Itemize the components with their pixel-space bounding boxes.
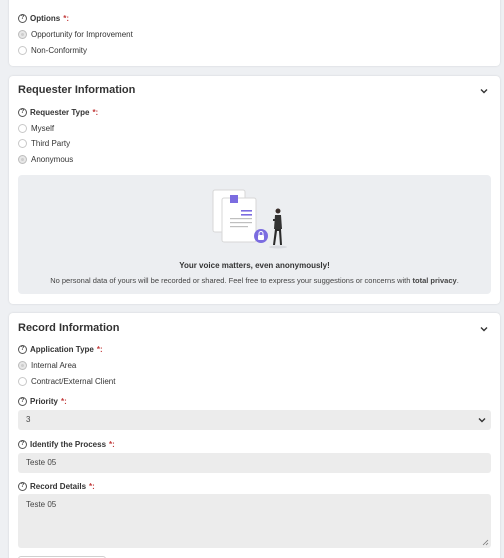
card-title-requester: Requester Information bbox=[18, 84, 136, 96]
privacy-body bbox=[18, 276, 491, 285]
required-mark: *: bbox=[63, 14, 69, 23]
privacy-headline: Your voice matters, even anonymously! bbox=[179, 261, 330, 270]
process-label bbox=[18, 440, 115, 449]
required-mark: *: bbox=[109, 440, 115, 449]
radio-label: Myself bbox=[31, 124, 55, 133]
required-mark: *: bbox=[89, 482, 95, 491]
details-textarea[interactable] bbox=[18, 494, 491, 548]
radio-label: Anonymous bbox=[31, 155, 74, 164]
radio-label: Third Party bbox=[31, 139, 71, 148]
radio-circle[interactable] bbox=[18, 139, 27, 148]
chevron-down-icon bbox=[478, 416, 486, 424]
required-mark: *: bbox=[96, 345, 103, 354]
priority-text: Priority bbox=[30, 397, 59, 406]
chevron-down-icon[interactable] bbox=[480, 325, 488, 333]
help-icon[interactable]: ? bbox=[18, 440, 27, 449]
requester-type-label bbox=[18, 108, 98, 117]
radio-label: Opportunity for Improvement bbox=[31, 30, 133, 39]
record-type-card bbox=[9, 0, 500, 66]
requester-card bbox=[9, 76, 500, 304]
radio-internal-area[interactable] bbox=[18, 361, 76, 370]
options-label-text: Options bbox=[30, 14, 61, 23]
card-title-record-info: Record Information bbox=[18, 322, 120, 334]
priority-select[interactable] bbox=[18, 410, 491, 430]
help-icon[interactable]: ? bbox=[18, 397, 27, 406]
radio-third-party[interactable] bbox=[18, 139, 70, 148]
privacy-body-suffix: . bbox=[456, 276, 459, 285]
requester-type-text: Requester Type bbox=[30, 108, 90, 117]
application-type-label bbox=[18, 345, 103, 354]
radio-myself[interactable] bbox=[18, 124, 54, 133]
details-text: Record Details bbox=[30, 482, 87, 491]
process-input[interactable] bbox=[18, 453, 491, 473]
application-type-text: Application Type bbox=[30, 345, 94, 354]
radio-opportunity[interactable] bbox=[18, 30, 133, 39]
details-label bbox=[18, 482, 95, 491]
options-label bbox=[18, 14, 69, 23]
record-info-card bbox=[9, 313, 500, 558]
privacy-illustration bbox=[208, 183, 298, 253]
radio-circle[interactable] bbox=[18, 361, 27, 370]
process-value: Teste 05 bbox=[26, 458, 57, 467]
priority-label bbox=[18, 397, 67, 406]
help-icon[interactable]: ? bbox=[18, 345, 27, 354]
resize-handle-icon[interactable] bbox=[482, 539, 489, 546]
required-mark: *: bbox=[92, 108, 99, 117]
radio-non-conformity[interactable] bbox=[18, 46, 87, 55]
details-value: Teste 05 bbox=[26, 500, 57, 509]
radio-circle[interactable] bbox=[18, 30, 27, 39]
radio-label: Internal Area bbox=[31, 361, 77, 370]
radio-anonymous[interactable] bbox=[18, 155, 73, 164]
help-icon[interactable]: ? bbox=[18, 108, 27, 117]
radio-label: Non-Conformity bbox=[31, 46, 88, 55]
process-text: Identify the Process bbox=[30, 440, 107, 449]
required-mark: *: bbox=[61, 397, 67, 406]
radio-circle[interactable] bbox=[18, 155, 27, 164]
radio-circle[interactable] bbox=[18, 377, 27, 386]
priority-value: 3 bbox=[26, 415, 31, 424]
privacy-body-emphasis: total privacy bbox=[412, 276, 457, 285]
radio-circle[interactable] bbox=[18, 46, 27, 55]
help-icon[interactable]: ? bbox=[18, 482, 27, 491]
radio-label: Contract/External Client bbox=[31, 377, 116, 386]
privacy-panel bbox=[18, 175, 491, 294]
radio-contract-external[interactable] bbox=[18, 377, 115, 386]
help-icon[interactable]: ? bbox=[18, 14, 27, 23]
radio-circle[interactable] bbox=[18, 124, 27, 133]
privacy-body-prefix: No personal data of yours will be recorded or shared. Feel free to express your suggestions or concerns with bbox=[50, 276, 413, 285]
chevron-down-icon[interactable] bbox=[480, 87, 488, 95]
